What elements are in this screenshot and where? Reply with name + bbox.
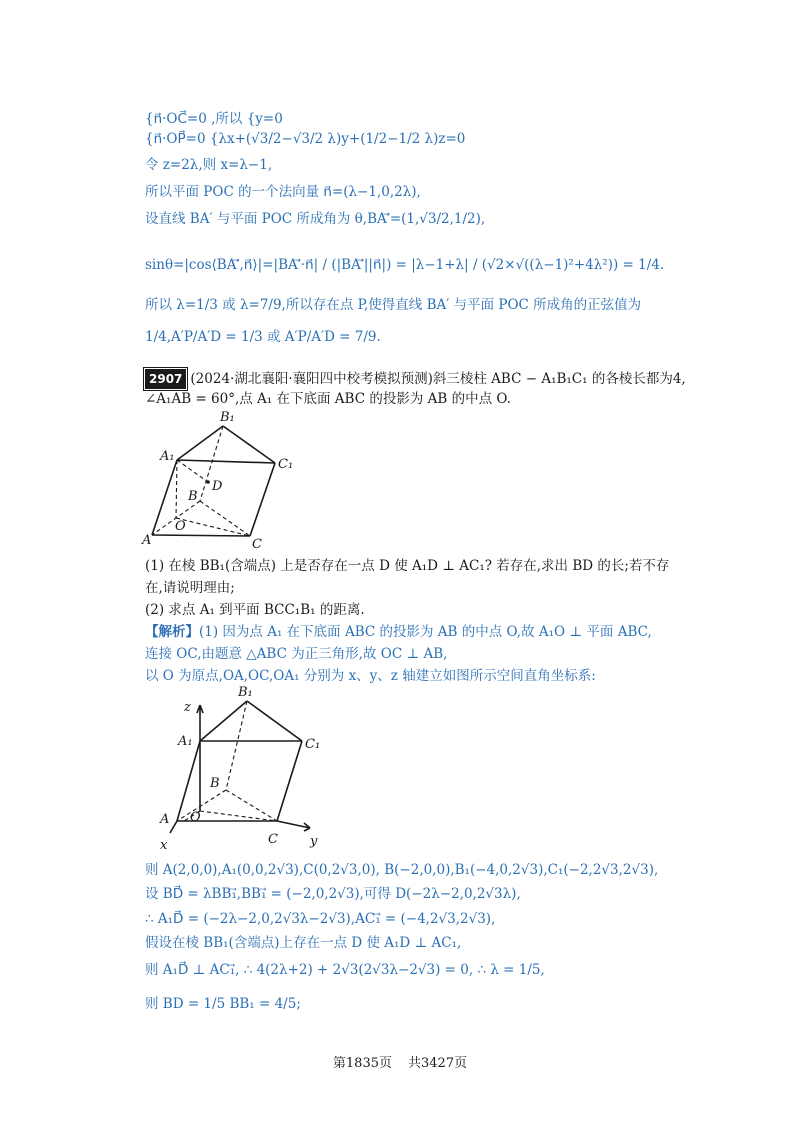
system-line-2: {n⃗·OP⃗=0 {λx+(√3/2−√3/2 λ)y+(1/2−1/2 λ)z=0 xyxy=(145,131,466,147)
total-pages: 共3427页 xyxy=(408,1056,468,1071)
prism-figure-2 xyxy=(150,683,350,853)
label-b: B xyxy=(210,776,220,791)
solution-line-3: 令 z=2λ,则 x=λ−1, xyxy=(145,157,273,173)
label-c1: C₁ xyxy=(305,737,321,752)
label-z: z xyxy=(184,700,191,715)
solution-line-7: 所以 λ=1/3 或 λ=7/9,所以存在点 P,使得直线 BA′ 与平面 POC 所成角的正弦值为 xyxy=(145,297,642,313)
solution-line-8: 1/4,A′P/A′D = 1/3 或 A′P/A′D = 7/9. xyxy=(145,329,381,345)
question-number: 2907 xyxy=(145,369,186,389)
label-y: y xyxy=(310,834,318,849)
analysis2-line-2: 设 BD⃗ = λBB₁⃗,BB₁⃗ = (−2,0,2√3),可得 D(−2λ−2,0,2√3λ), xyxy=(145,886,521,902)
solution-line-4: 所以平面 POC 的一个法向量 n⃗=(λ−1,0,2λ), xyxy=(145,184,421,200)
page-footer xyxy=(0,1052,800,1071)
problem-line-2: ∠A₁AB = 60°,点 A₁ 在下底面 ABC 的投影为 AB 的中点 O. xyxy=(145,391,511,407)
page-number: 第1835页 xyxy=(332,1056,392,1071)
label-d: D xyxy=(212,479,223,494)
solution-line-6: sinθ=|cos⟨BA′⃗,n⃗⟩|=|BA′⃗·n⃗| / (|BA′⃗||n⃗|) = |λ−1+λ| / (√2×√((λ−1)²+4λ²)) = 1/4. xyxy=(145,257,665,273)
analysis2-line-6: 则 BD = 1/5 BB₁ = 4/5; xyxy=(145,996,301,1012)
question-1-line-2: 在,请说明理由; xyxy=(145,580,235,596)
label-b1: B₁ xyxy=(220,410,235,425)
label-a: A xyxy=(142,533,152,548)
analysis-text-1: (1) 因为点 A₁ 在下底面 ABC 的投影为 AB 的中点 O,故 A₁O ⊥ 平面 ABC, xyxy=(199,624,652,640)
label-c: C xyxy=(252,537,262,548)
question-1-line-1: (1) 在棱 BB₁(含端点) 上是否存在一点 D 使 A₁D ⊥ AC₁? 若存在,求出 BD 的长;若不存 xyxy=(145,558,670,574)
problem-line-1 xyxy=(145,369,686,389)
prism-figure-1 xyxy=(140,408,310,548)
analysis-tag: 【解析】 xyxy=(145,624,199,640)
analysis2-line-5: 则 A₁D⃗ ⊥ AC₁⃗, ∴ 4(2λ+2) + 2√3(2√3λ−2√3) = 0, ∴ λ = 1/5, xyxy=(145,962,545,978)
analysis2-line-4: 假设在棱 BB₁(含端点)上存在一点 D 使 A₁D ⊥ AC₁, xyxy=(145,935,462,951)
analysis2-line-1: 则 A(2,0,0),A₁(0,0,2√3),C(0,2√3,0), B(−2,0,0),B₁(−4,0,2√3),C₁(−2,2√3,2√3), xyxy=(145,862,659,878)
question-2: (2) 求点 A₁ 到平面 BCC₁B₁ 的距离. xyxy=(145,602,365,618)
analysis2-line-3: ∴ A₁D⃗ = (−2λ−2,0,2√3λ−2√3),AC₁⃗ = (−4,2√3,2√3), xyxy=(145,911,496,927)
analysis-line-1 xyxy=(145,623,652,641)
label-o: O xyxy=(175,519,186,534)
label-c1: C₁ xyxy=(278,457,294,472)
system-line-1: {n⃗·OC⃗=0 ,所以 {y=0 xyxy=(145,111,283,127)
label-b: B xyxy=(188,489,198,504)
solution-line-5: 设直线 BA′ 与平面 POC 所成角为 θ,BA′⃗=(1,√3/2,1/2), xyxy=(145,211,486,227)
problem-text-1: (2024·湖北襄阳·襄阳四中校考模拟预测)斜三棱柱 ABC − A₁B₁C₁ 的各棱长都为4, xyxy=(190,371,686,387)
label-a: A xyxy=(160,812,170,827)
label-a1: A₁ xyxy=(160,449,175,464)
label-c: C xyxy=(268,832,278,847)
label-a1: A₁ xyxy=(178,734,193,749)
label-x: x xyxy=(160,838,168,853)
label-b1: B₁ xyxy=(238,685,253,700)
label-o: O xyxy=(190,810,201,825)
analysis-line-3: 以 O 为原点,OA,OC,OA₁ 分别为 x、y、z 轴建立如图所示空间直角坐标系: xyxy=(145,668,596,684)
analysis-line-2: 连接 OC,由题意 △ABC 为正三角形,故 OC ⊥ AB, xyxy=(145,646,448,662)
